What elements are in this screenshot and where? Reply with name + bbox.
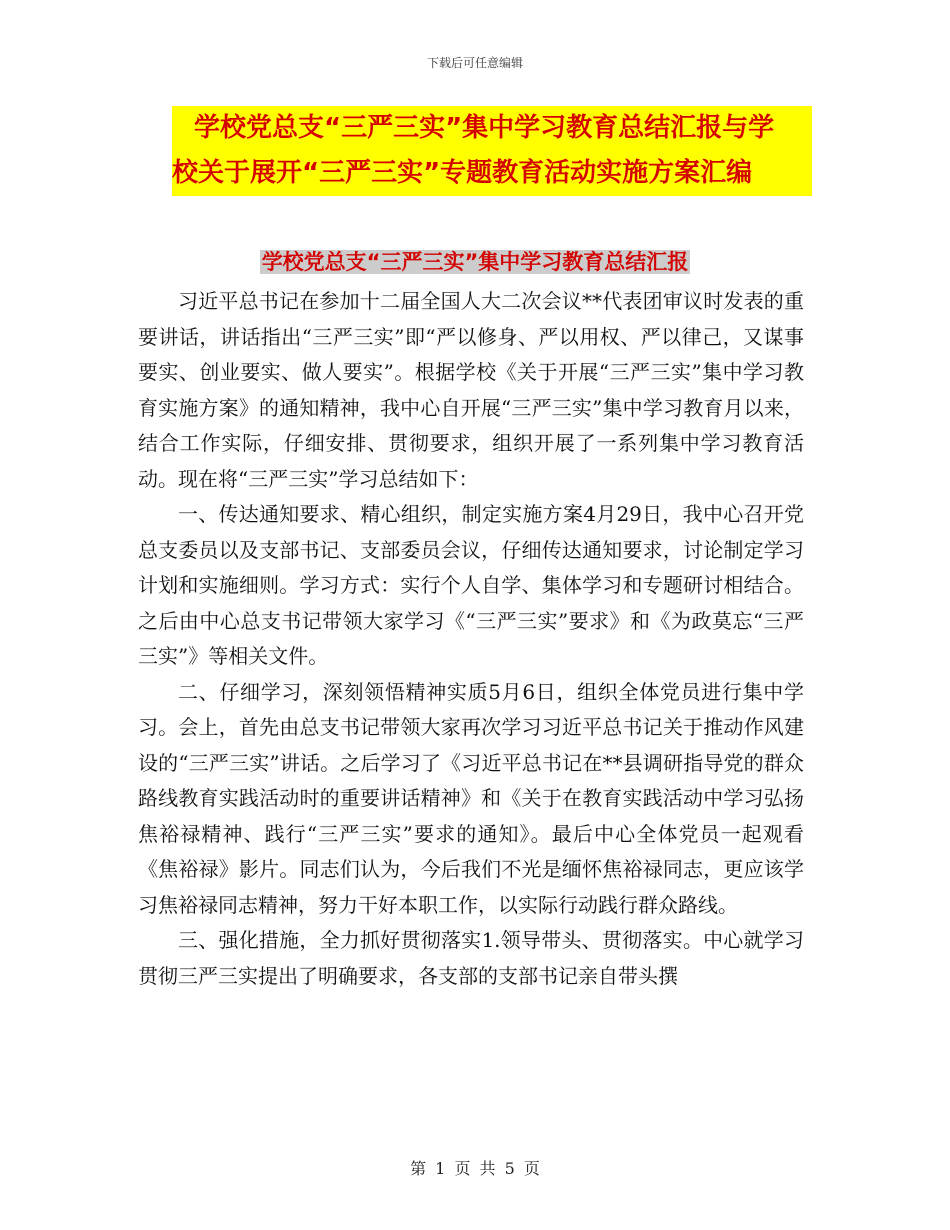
paragraph-section-2: 二、仔细学习，深刻领悟精神实质5月6日，组织全体党员进行集中学习。会上，首先由总支书记带领大家再次学习习近平总书记关于推动作风建设的“三严三实”讲话。之后学习了《习近平总书记在**县调研指导党的群众路线教育实践活动时的重要讲话精神》和《关于在教育实践活动中学习弘扬焦裕禄精神、践行“三严三实”要求的通知》。最后中心全体党员一起观看《焦裕禄》影片。同志们认为，今后我们不光是缅怀焦裕禄同志，更应该学习焦裕禄同志精神，努力干好本职工作，以实际行动践行群众路线。 [138,679,804,917]
document-title-line-1: 学校党总支“三严三实”集中学习教育总结汇报与学 [194,113,775,143]
document-title [172,106,812,196]
paragraph-section-3: 三、强化措施，全力抓好贯彻落实1.领导带头、贯彻落实。中心就学习贯彻三严三实提出了明确要求，各支部的支部书记亲自带头撰 [138,928,804,988]
page-number-footer: 第 1 页 共 5 页 [410,1159,540,1178]
section-title-text: 学校党总支“三严三实”集中学习教育总结汇报 [261,250,689,274]
section-title [0,244,950,280]
paragraph-intro: 习近平总书记在参加十二届全国人大二次会议**代表团审议时发表的重要讲话，讲话指出“三严三实”即“严以修身、严以用权、严以律己，又谋事要实、创业要实、做人要实”。根据学校《关于开展“三严三实”集中学习教育实施方案》的通知精神，我中心自开展“三严三实”集中学习教育月以来，结合工作实际，仔细安排、贯彻要求，组织开展了一系列集中学习教育活动。现在将“三严三实”学习总结如下： [138,289,804,491]
document-body [138,284,804,994]
document-title-line-2: 校关于展开“三严三实”专题教育活动实施方案汇编 [172,158,753,188]
paragraph-section-1: 一、传达通知要求、精心组织，制定实施方案4月29日，我中心召开党总支委员以及支部书记、支部委员会议，仔细传达通知要求，讨论制定学习计划和实施细则。学习方式：实行个人自学、集体学习和专题研讨相结合。之后由中心总支书记带领大家学习《“三严三实”要求》和《为政莫忘“三严三实”》等相关文件。 [138,502,804,668]
header-note: 下载后可任意编辑 [426,56,523,70]
